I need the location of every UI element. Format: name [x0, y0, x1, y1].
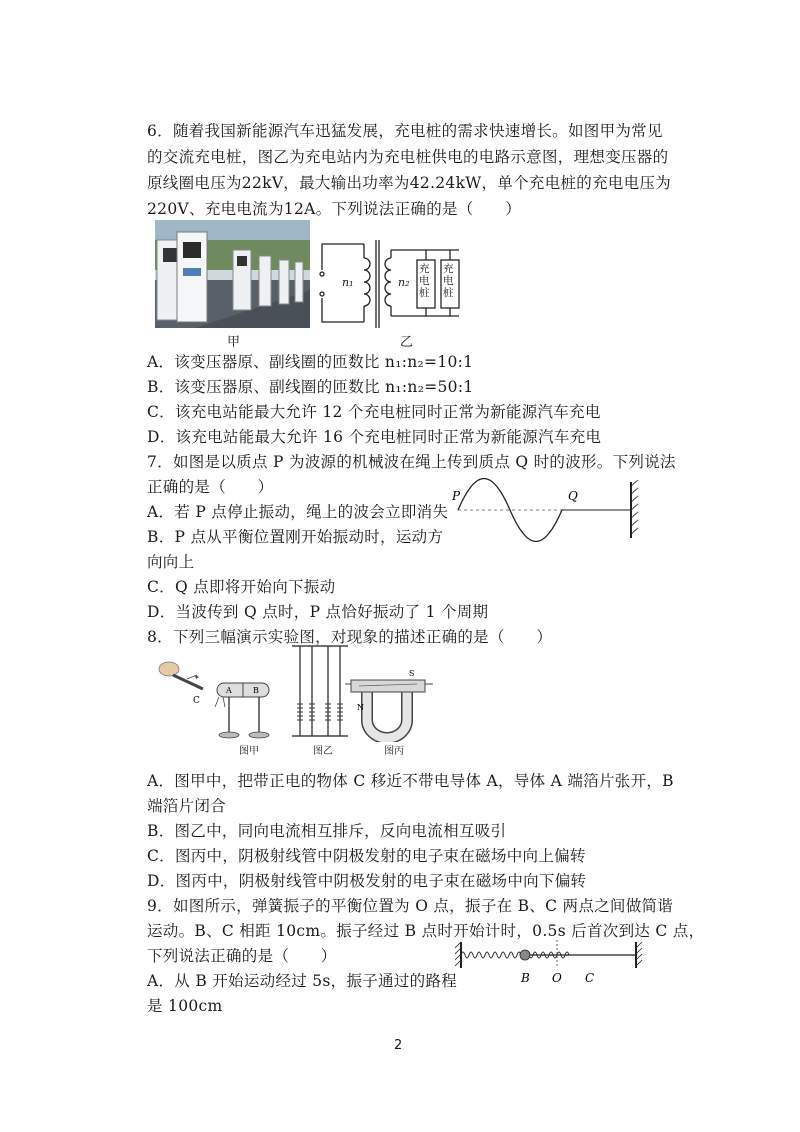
fig8-caption-bing: 图丙	[384, 746, 404, 757]
q6-option-b: B．该变压器原、副线圈的匝数比 n₁:n₂=50:1	[147, 378, 474, 396]
fig8-label-b: B	[253, 686, 259, 695]
charging-station-photo	[155, 220, 310, 328]
q7-option-a: A．若 P 点停止振动，绳上的波会立即消失	[147, 503, 449, 521]
fig-jia-caption: 甲	[227, 335, 241, 350]
q8-option-a: A．图甲中，把带正电的物体 C 移近不带电导体 A，导体 A 端箔片张开，B	[147, 772, 674, 790]
spring-label-o: O	[552, 971, 562, 985]
fig8-caption-jia: 图甲	[239, 746, 259, 757]
q6-option-a: A．该变压器原、副线圈的匝数比 n₁:n₂=10:1	[147, 353, 474, 371]
q8-option-d: D．图丙中，阴极射线管中阴极发射的电子束在磁场中向下偏转	[147, 872, 587, 890]
q6-line-4: 220V、充电电流为12A。下列说法正确的是（ ）	[147, 200, 521, 218]
q7-option-c: C．Q 点即将开始向下振动	[147, 578, 336, 596]
fig8-caption-yi: 图乙	[313, 746, 333, 757]
q8-option-b: B．图乙中，同向电流相互排斥，反向电流相互吸引	[147, 822, 507, 840]
q8-line: 8．下列三幅演示实验图，对现象的描述正确的是（ ）	[147, 628, 553, 646]
spring-label-b: B	[521, 971, 530, 985]
wave-label-p: P	[452, 489, 461, 503]
electrostatic-induction-figure	[155, 655, 285, 747]
q6-option-c: C．该充电站能最大允许 12 个充电桩同时正常为新能源汽车充电	[147, 403, 601, 421]
q7-line-1: 7．如图是以质点 P 为波源的机械波在绳上传到质点 Q 时的波形。下列说法	[147, 453, 676, 471]
q6-line-1: 6．随着我国新能源汽车迅猛发展，充电桩的需求快速增长。如图甲为常见	[147, 122, 663, 140]
q9-option-a-cont: 是 100cm	[147, 997, 223, 1015]
parallel-currents-figure	[290, 640, 350, 744]
page-number: 2	[394, 1038, 403, 1053]
q7-option-b: B．P 点从平衡位置刚开始振动时，运动方	[147, 528, 444, 546]
fig8-label-n: N	[357, 703, 364, 712]
fig8-label-a: A	[226, 686, 232, 695]
spring-oscillator-diagram	[455, 938, 647, 988]
fig8-label-c: C	[193, 696, 200, 706]
q9-line-2: 运动。B、C 相距 10cm。振子经过 B 点时开始计时，0.5s 后首次到达 C 点，	[147, 922, 705, 940]
q6-line-3: 原线圈电压为22kV，最大输出功率为42.24kW，单个充电桩的充电电压为	[147, 174, 672, 192]
pile-label-1: 充电桩	[419, 263, 430, 299]
q8-option-a-cont: 端箔片闭合	[147, 797, 227, 815]
pile-label-2: 充电桩	[443, 263, 454, 299]
q9-line-3: 下列说法正确的是（ ）	[147, 947, 337, 965]
q6-line-2: 的交流充电桩，图乙为充电站内为充电桩供电的电路示意图，理想变压器的	[147, 148, 669, 166]
coil1-label: n₁	[342, 276, 354, 289]
q9-line-1: 9．如图所示，弹簧振子的平衡位置为 O 点，振子在 B、C 两点之间做简谐	[147, 897, 674, 915]
q7-option-b-cont: 向向上	[147, 553, 195, 571]
q7-line-2: 正确的是（ ）	[147, 478, 274, 496]
cathode-ray-tube-figure	[345, 662, 435, 742]
fig8-label-s: S	[409, 669, 415, 678]
q6-option-d: D．该充电站能最大允许 16 个充电桩同时正常为新能源汽车充电	[147, 428, 602, 446]
spring-label-c: C	[585, 971, 595, 985]
q7-option-d: D．当波传到 Q 点时，P 点恰好振动了 1 个周期	[147, 603, 489, 621]
wave-label-q: Q	[568, 489, 578, 503]
q8-option-c: C．图丙中，阴极射线管中阴极发射的电子束在磁场中向上偏转	[147, 847, 586, 865]
wave-on-rope-diagram	[450, 478, 646, 542]
q9-option-a: A．从 B 开始运动经过 5s，振子通过的路程	[147, 972, 458, 990]
fig-yi-caption: 乙	[400, 335, 414, 350]
coil2-label: n₂	[398, 276, 410, 289]
